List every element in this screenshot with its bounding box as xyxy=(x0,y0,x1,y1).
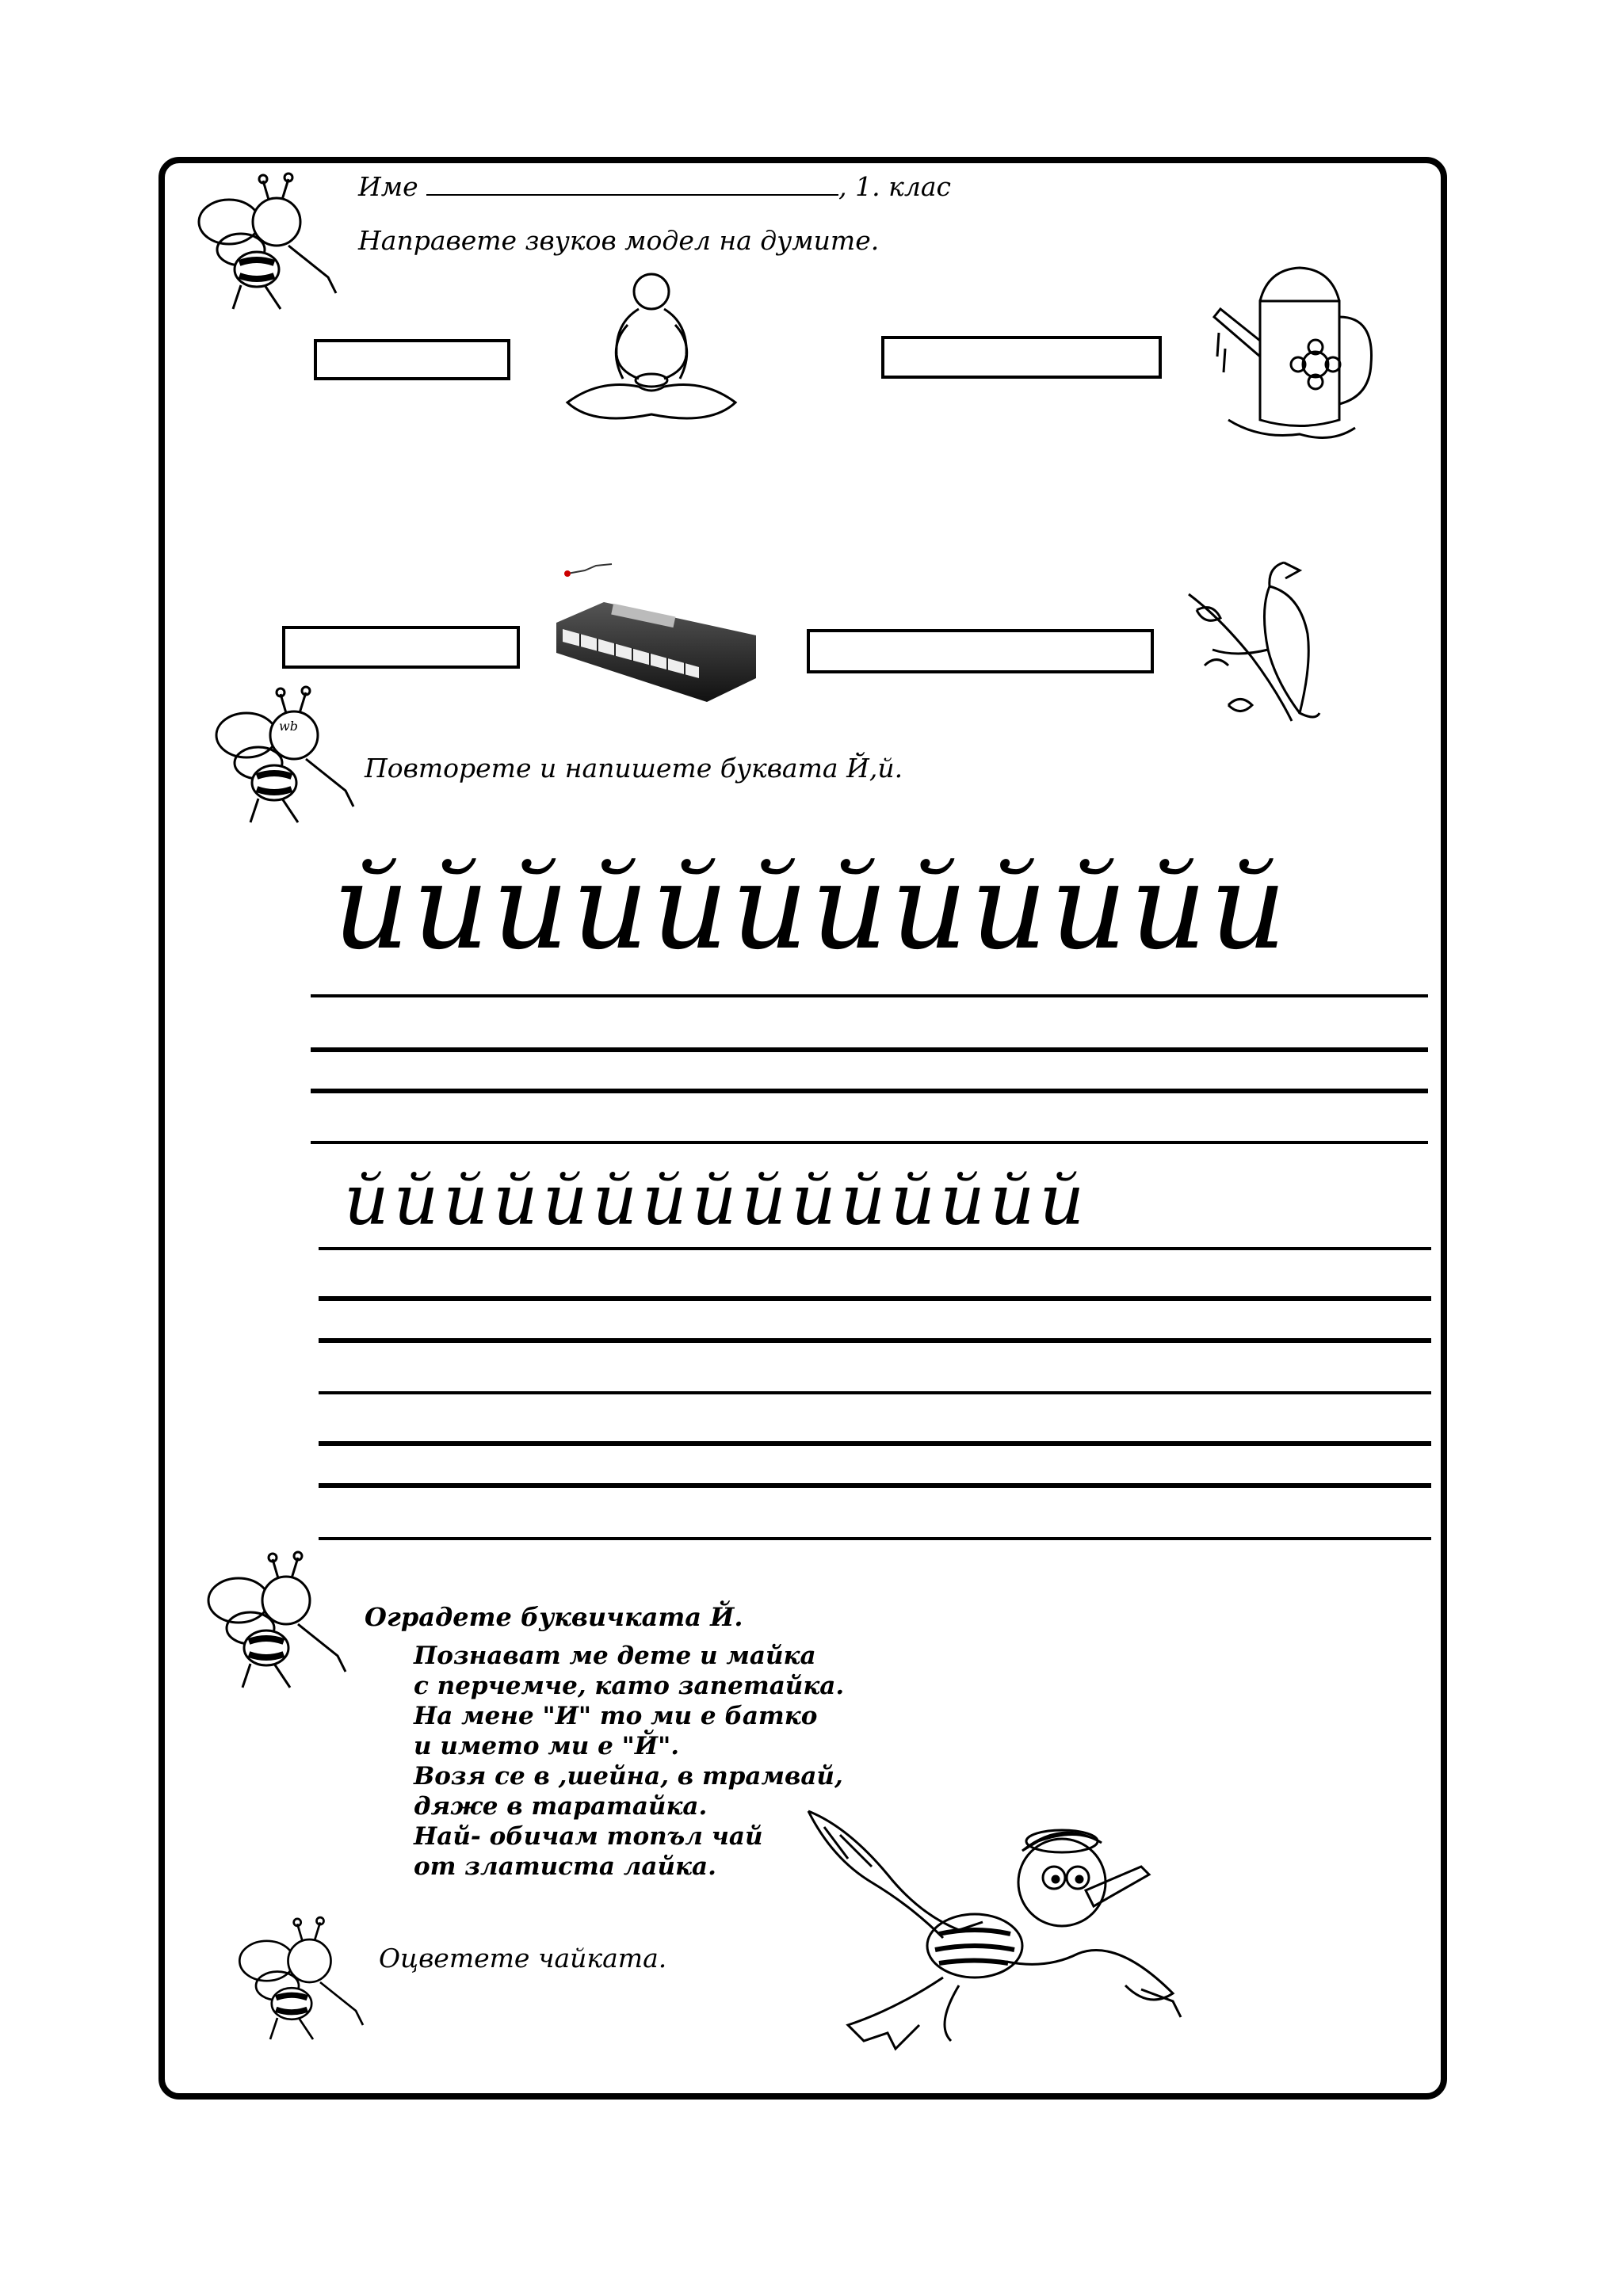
bee-watermark-text: wb xyxy=(279,719,298,734)
poem-line: Возя се в ,шейна, в трамвай, xyxy=(414,1762,843,1791)
poem-line: от златиста лайка. xyxy=(414,1852,716,1881)
task-circle-letter: Оградете буквичката Й. xyxy=(365,1602,743,1632)
bee-icon xyxy=(193,174,352,317)
poem-line: Най- обичам топъл чай xyxy=(414,1822,763,1851)
writing-line xyxy=(319,1338,1431,1343)
task-repeat-write: Повторете и напишете буквата Й,й. xyxy=(365,753,903,784)
answer-box-keyboard[interactable] xyxy=(282,626,520,669)
poem-line: дяже в таратайка. xyxy=(414,1792,708,1821)
task-color-gull: Оцветете чайката. xyxy=(379,1943,667,1974)
bee-icon xyxy=(211,688,369,830)
seagull-icon xyxy=(800,1795,1197,2057)
bird-on-branch-icon xyxy=(1181,555,1347,729)
writing-line xyxy=(311,1141,1428,1144)
writing-line xyxy=(311,1089,1428,1093)
poem-line: с перчемче, като запетайка. xyxy=(414,1672,845,1700)
writing-line xyxy=(319,1441,1431,1446)
grade-label: , 1. клас xyxy=(838,171,952,202)
bee-icon xyxy=(235,1911,377,2054)
poem xyxy=(414,1641,844,1882)
writing-line xyxy=(319,1247,1431,1250)
writing-line xyxy=(319,1537,1431,1540)
name-field-row xyxy=(358,171,951,202)
poem-line: и името ми е "Й". xyxy=(414,1732,680,1760)
writing-line xyxy=(319,1483,1431,1488)
meditating-person-icon xyxy=(552,268,751,426)
writing-line xyxy=(311,1047,1428,1052)
name-label: Име xyxy=(358,171,418,202)
writing-line xyxy=(319,1391,1431,1394)
bee-icon xyxy=(203,1553,361,1695)
answer-box-yogi[interactable] xyxy=(314,339,510,380)
writing-line xyxy=(319,1296,1431,1301)
task-sound-model: Направете звуков модел на думите. xyxy=(358,225,880,256)
watering-can-icon xyxy=(1212,254,1379,452)
answer-box-bird[interactable] xyxy=(807,629,1154,673)
name-input-line[interactable] xyxy=(426,172,838,196)
writing-line xyxy=(311,994,1428,997)
poem-line: Познават ме дете и майка xyxy=(414,1642,816,1670)
cursive-sample-row-2: ййййййййййййййй xyxy=(344,1159,1090,1241)
keyboard-instrument-icon xyxy=(548,559,764,705)
answer-box-watering-can[interactable] xyxy=(881,336,1162,379)
poem-line: На мене "И" то ми е батко xyxy=(414,1702,818,1730)
cursive-sample-row-1: йййййййййййй xyxy=(333,838,1290,976)
